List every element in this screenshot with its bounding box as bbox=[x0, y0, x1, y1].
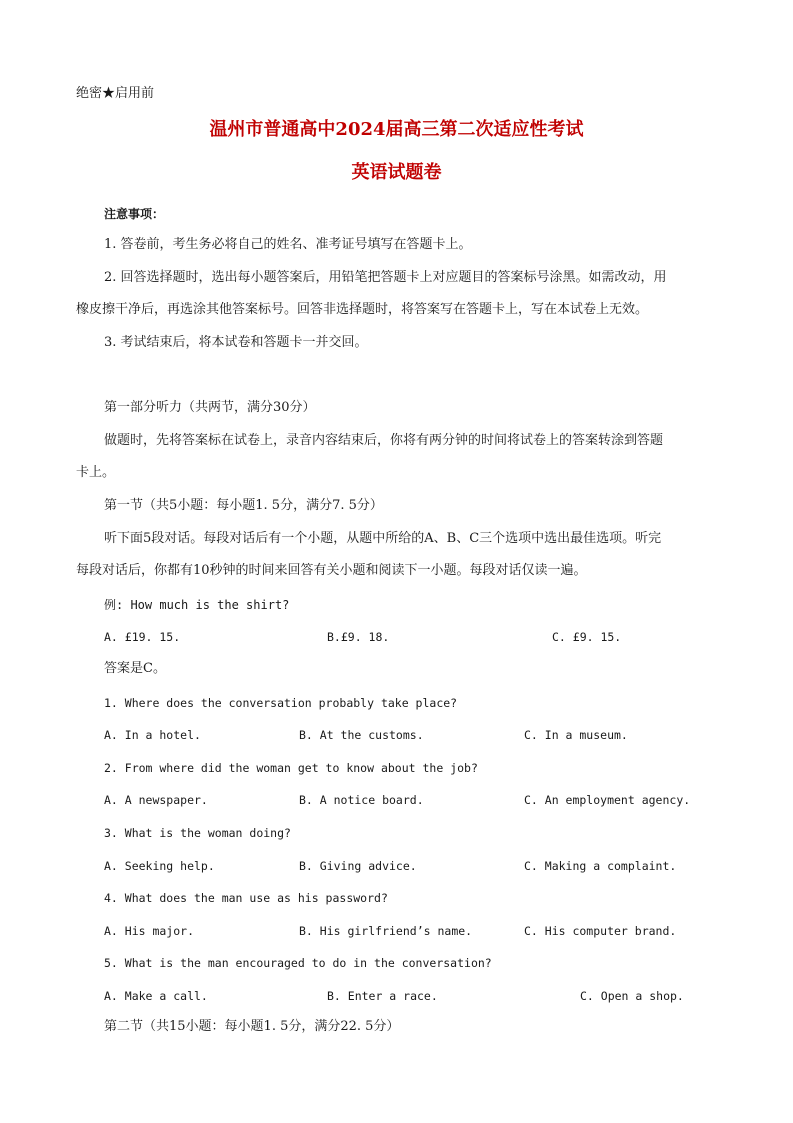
note-item-2-cont: 橡皮擦干净后，再选涂其他答案标号。回答非选择题时，将答案写在答题卡上，写在本试卷上无效。 bbox=[76, 302, 649, 317]
example-answer: 答案是C。 bbox=[104, 661, 166, 676]
q5-option-a: A. Make a call. bbox=[104, 989, 208, 1003]
q1-option-b: B. At the customs. bbox=[299, 728, 424, 742]
note-item-3: 3. 考试结束后，将本试卷和答题卡一并交回。 bbox=[104, 335, 368, 350]
section2-heading: 第二节（共15小题：每小题1. 5分，满分22. 5分） bbox=[104, 1019, 400, 1034]
q1-option-a: A. In a hotel. bbox=[104, 728, 201, 742]
section1-desc-1: 听下面5段对话。每段对话后有一个小题，从题中所给的A、B、C三个选项中选出最佳选项。听完 bbox=[104, 531, 662, 546]
example-option-a: A. £19. 15. bbox=[104, 630, 181, 644]
note-item-1: 1. 答卷前，考生务必将自己的姓名、准考证号填写在答题卡上。 bbox=[104, 237, 472, 252]
section1-desc-2: 每段对话后，你都有10秒钟的时间来回答有关小题和阅读下一小题。每段对话仅读一遍。 bbox=[76, 563, 587, 578]
q4-option-b: B. His girlfriend’s name. bbox=[299, 924, 473, 938]
question-4: 4. What does the man use as his password? bbox=[104, 891, 388, 905]
notes-heading: 注意事项： bbox=[104, 207, 165, 221]
section1-heading: 第一节（共5小题：每小题1. 5分，满分7. 5分） bbox=[104, 498, 383, 513]
example-question: 例: How much is the shirt? bbox=[104, 598, 290, 612]
example-option-c: C. £9. 15. bbox=[552, 630, 622, 644]
confidential-label: 绝密★启用前 bbox=[76, 86, 155, 101]
paper-title: 英语试题卷 bbox=[351, 162, 442, 183]
part1-instructions-2: 卡上。 bbox=[76, 465, 116, 480]
question-2: 2. From where did the woman get to know about the job? bbox=[104, 761, 478, 775]
exam-title: 温州市普通高中2024届高三第二次适应性考试 bbox=[209, 119, 584, 140]
q3-option-c: C. Making a complaint. bbox=[524, 859, 677, 873]
q2-option-a: A. A newspaper. bbox=[104, 793, 208, 807]
question-1: 1. Where does the conversation probably take place? bbox=[104, 696, 458, 710]
q2-option-c: C. An employment agency. bbox=[524, 793, 691, 807]
q2-option-b: B. A notice board. bbox=[299, 793, 424, 807]
question-5: 5. What is the man encouraged to do in the conversation? bbox=[104, 956, 492, 970]
q4-option-a: A. His major. bbox=[104, 924, 195, 938]
q5-option-b: B. Enter a race. bbox=[327, 989, 438, 1003]
part1-instructions-1: 做题时，先将答案标在试卷上，录音内容结束后，你将有两分钟的时间将试卷上的答案转涂到答题 bbox=[104, 433, 664, 448]
q5-option-c: C. Open a shop. bbox=[580, 989, 684, 1003]
question-3: 3. What is the woman doing? bbox=[104, 826, 291, 840]
note-item-2: 2. 回答选择题时，选出每小题答案后，用铅笔把答题卡上对应题目的答案标号涂黑。如需改动，用 bbox=[104, 270, 667, 285]
example-option-b: B.£9. 18. bbox=[327, 630, 390, 644]
q3-option-b: B. Giving advice. bbox=[299, 859, 417, 873]
part1-heading: 第一部分听力（共两节，满分30分） bbox=[104, 400, 316, 415]
q3-option-a: A. Seeking help. bbox=[104, 859, 215, 873]
q1-option-c: C. In a museum. bbox=[524, 728, 628, 742]
q4-option-c: C. His computer brand. bbox=[524, 924, 677, 938]
